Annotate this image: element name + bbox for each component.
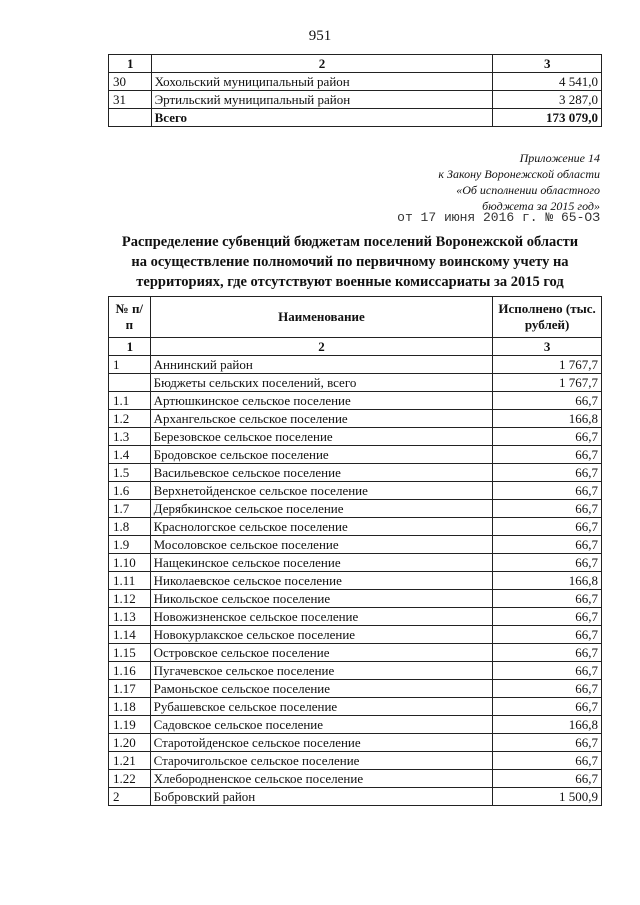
main-table: [108, 296, 602, 806]
top-table-header: [109, 55, 602, 73]
appendix-line: Приложение 14: [519, 151, 600, 165]
row-num: 1.10: [109, 554, 151, 572]
row-num: [109, 374, 151, 392]
appendix-line: бюджета за 2015 год»: [482, 199, 600, 213]
row-value: 66,7: [493, 734, 602, 752]
row-value: 66,7: [493, 446, 602, 464]
row-num: 1.15: [109, 644, 151, 662]
row-name: Николаевское сельское поселение: [150, 572, 493, 590]
row-num: 1.12: [109, 590, 151, 608]
table-row: [109, 500, 602, 518]
total-value: 173 079,0: [493, 109, 602, 127]
row-name: Мосоловское сельское поселение: [150, 536, 493, 554]
row-value: 66,7: [493, 608, 602, 626]
row-name: Бродовское сельское поселение: [150, 446, 493, 464]
appendix-line: «Об исполнении областного: [456, 183, 600, 197]
row-value: 66,7: [493, 536, 602, 554]
row-name: Верхнетойденское сельское поселение: [150, 482, 493, 500]
col-num-header: № п/п: [109, 297, 151, 338]
table-row: [109, 428, 602, 446]
row-value: 66,7: [493, 554, 602, 572]
row-name: Старочигольское сельское поселение: [150, 752, 493, 770]
appendix-note: [438, 150, 600, 214]
table-row: [109, 608, 602, 626]
row-num: 1.14: [109, 626, 151, 644]
row-num: 1.20: [109, 734, 151, 752]
row-num: 1.5: [109, 464, 151, 482]
row-name: Краснологское сельское поселение: [150, 518, 493, 536]
row-value: 1 767,7: [493, 356, 602, 374]
row-num: 1.16: [109, 662, 151, 680]
col-number-2: 2: [150, 338, 493, 356]
table-row: [109, 518, 602, 536]
row-name: Хохольский муниципальный район: [151, 73, 493, 91]
top-col-1: 1: [109, 55, 152, 73]
row-num: 1.13: [109, 608, 151, 626]
decree-stamp: от 17 июня 2016 г. № 65-ОЗ: [397, 210, 600, 225]
row-name: Дерябкинское сельское поселение: [150, 500, 493, 518]
total-label: Всего: [151, 109, 493, 127]
row-name: Архангельское сельское поселение: [150, 410, 493, 428]
page-number: 951: [308, 28, 332, 44]
row-num: 1.2: [109, 410, 151, 428]
row-name: Березовское сельское поселение: [150, 428, 493, 446]
row-name: Рамоньское сельское поселение: [150, 680, 493, 698]
table-row: [109, 73, 602, 91]
total-row: [109, 109, 602, 127]
table-row: [109, 788, 602, 806]
row-num: 1.18: [109, 698, 151, 716]
row-name: Артюшкинское сельское поселение: [150, 392, 493, 410]
row-value: 66,7: [493, 482, 602, 500]
row-value: 4 541,0: [493, 73, 602, 91]
table-row: [109, 446, 602, 464]
row-value: 66,7: [493, 428, 602, 446]
row-num: 1.3: [109, 428, 151, 446]
row-name: Бюджеты сельских поселений, всего: [150, 374, 493, 392]
table-row: [109, 698, 602, 716]
col-number-1: 1: [109, 338, 151, 356]
row-name: Никольское сельское поселение: [150, 590, 493, 608]
row-name: Пугачевское сельское поселение: [150, 662, 493, 680]
row-name: Васильевское сельское поселение: [150, 464, 493, 482]
table-row: [109, 626, 602, 644]
table-row: [109, 374, 602, 392]
col-number-3: 3: [493, 338, 602, 356]
table-row: [109, 392, 602, 410]
row-value: 66,7: [493, 752, 602, 770]
row-value: 66,7: [493, 464, 602, 482]
top-col-2: 2: [151, 55, 493, 73]
row-num: [109, 109, 152, 127]
row-num: 1.19: [109, 716, 151, 734]
row-name: Аннинский район: [150, 356, 493, 374]
top-col-3: 3: [493, 55, 602, 73]
row-name: Эртильский муниципальный район: [151, 91, 493, 109]
row-num: 1.6: [109, 482, 151, 500]
table-row: [109, 752, 602, 770]
row-name: Новокурлакское сельское поселение: [150, 626, 493, 644]
row-value: 66,7: [493, 392, 602, 410]
row-value: 66,7: [493, 680, 602, 698]
appendix-line: к Закону Воронежской области: [438, 167, 600, 181]
row-num: 1: [109, 356, 151, 374]
table-row: [109, 356, 602, 374]
row-value: 66,7: [493, 626, 602, 644]
table-row: [109, 770, 602, 788]
document-title: [100, 232, 600, 292]
main-table-header: [109, 297, 602, 338]
main-table-col-numbers: [109, 338, 602, 356]
table-row: [109, 734, 602, 752]
row-value: 66,7: [493, 662, 602, 680]
row-value: 66,7: [493, 698, 602, 716]
col-name-header: Наименование: [150, 297, 493, 338]
title-line: на осуществление полномочий по первичному воинскому учету на: [131, 254, 569, 270]
row-name: Хлебородненское сельское поселение: [150, 770, 493, 788]
row-name: Садовское сельское поселение: [150, 716, 493, 734]
table-row: [109, 536, 602, 554]
row-value: 66,7: [493, 590, 602, 608]
row-value: 166,8: [493, 410, 602, 428]
row-value: 3 287,0: [493, 91, 602, 109]
table-row: [109, 91, 602, 109]
row-num: 1.7: [109, 500, 151, 518]
row-num: 30: [109, 73, 152, 91]
row-value: 66,7: [493, 518, 602, 536]
title-line: Распределение субвенций бюджетам поселений Воронежской области: [121, 234, 579, 250]
row-num: 2: [109, 788, 151, 806]
row-num: 1.17: [109, 680, 151, 698]
row-name: Островское сельское поселение: [150, 644, 493, 662]
title-line: территориях, где отсутствуют военные комиссариаты за 2015 год: [136, 274, 564, 290]
row-name: Старотойденское сельское поселение: [150, 734, 493, 752]
table-row: [109, 590, 602, 608]
row-name: Нащекинское сельское поселение: [150, 554, 493, 572]
table-row: [109, 716, 602, 734]
row-value: 1 767,7: [493, 374, 602, 392]
table-row: [109, 410, 602, 428]
row-num: 1.1: [109, 392, 151, 410]
table-row: [109, 572, 602, 590]
row-num: 1.4: [109, 446, 151, 464]
row-value: 166,8: [493, 716, 602, 734]
table-row: [109, 554, 602, 572]
row-name: Новожизненское сельское поселение: [150, 608, 493, 626]
top-table: [108, 54, 602, 127]
row-num: 1.11: [109, 572, 151, 590]
row-value: 166,8: [493, 572, 602, 590]
row-name: Бобровский район: [150, 788, 493, 806]
row-name: Рубашевское сельское поселение: [150, 698, 493, 716]
row-num: 1.8: [109, 518, 151, 536]
row-num: 1.9: [109, 536, 151, 554]
col-value-header: Исполнено (тыс. рублей): [493, 297, 602, 338]
table-row: [109, 482, 602, 500]
table-row: [109, 464, 602, 482]
table-row: [109, 662, 602, 680]
row-value: 1 500,9: [493, 788, 602, 806]
table-row: [109, 680, 602, 698]
table-row: [109, 644, 602, 662]
row-value: 66,7: [493, 644, 602, 662]
row-value: 66,7: [493, 770, 602, 788]
row-num: 1.21: [109, 752, 151, 770]
row-value: 66,7: [493, 500, 602, 518]
row-num: 1.22: [109, 770, 151, 788]
row-num: 31: [109, 91, 152, 109]
